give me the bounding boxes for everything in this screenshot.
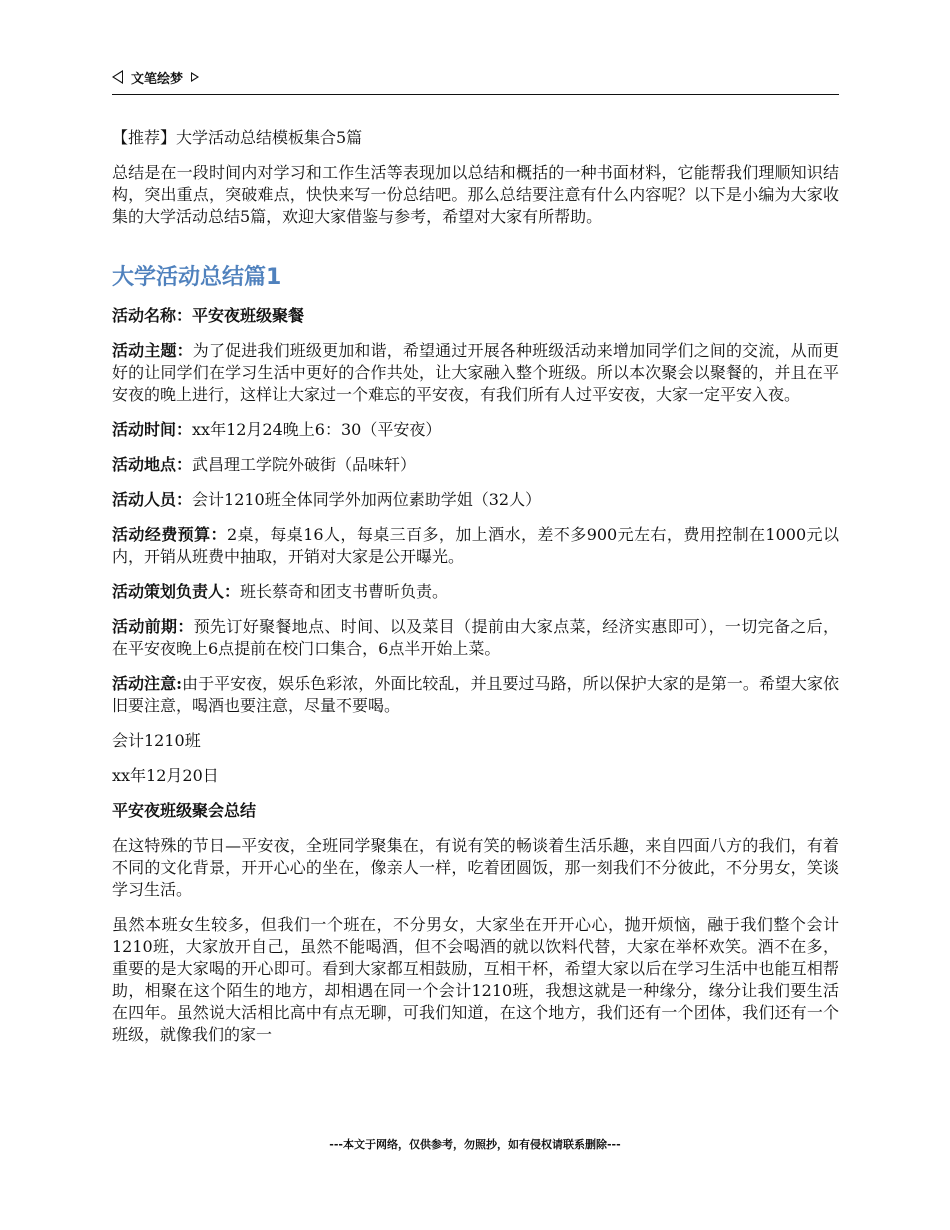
item-label: 活动主题：: [112, 341, 193, 360]
item-text: 会计1210班全体同学外加两位素助学姐（32人）: [192, 490, 542, 509]
header-logo-text: 文笔绘梦: [131, 71, 184, 87]
summary-paragraph: 在这特殊的节日—平安夜，全班同学聚集在，有说有笑的畅谈着生活乐趣，来自四面八方的我们，有着不同的文化背景，开开心心的坐在，像亲人一样，吃着团圆饭，那一刻我们不分彼此，不分男女，笑谈学习生活。: [112, 836, 839, 899]
activity-item: [112, 305, 839, 327]
item-text: 武昌理工学院外破街（品味轩）: [192, 455, 417, 474]
activity-item: [112, 489, 839, 511]
item-text: 2桌，每桌16人，每桌三百多，加上酒水，差不多900元左右，费用控制在1000元以内，开销从班费中抽取，开销对大家是公开曝光。: [112, 525, 839, 566]
item-label: 活动地点：: [112, 455, 193, 474]
item-label: 活动名称：: [112, 306, 193, 325]
activity-item: [112, 419, 839, 441]
activity-item: [112, 454, 839, 476]
item-text: 预先订好聚餐地点、时间、以及菜目（提前由大家点菜，经济实惠即可），一切完备之后，在平安夜晚上6点提前在校门口集合，6点半开始上菜。: [112, 617, 839, 658]
activity-item: [112, 524, 839, 568]
activity-item: [112, 581, 839, 603]
page-header: [112, 60, 839, 95]
activity-item: [112, 673, 839, 717]
signature-class: 会计1210班: [112, 731, 201, 750]
item-label: 活动时间：: [112, 420, 193, 439]
summary-heading: 平安夜班级聚会总结: [112, 801, 257, 820]
item-label: 活动经费预算：: [112, 525, 227, 544]
triangle-left-outline-icon: [112, 70, 123, 84]
triangle-right-outline-icon: [191, 72, 199, 82]
document-page: [112, 60, 839, 1046]
intro-paragraph: 总结是在一段时间内对学习和工作生活等表现加以总结和概括的一种书面材料，它能帮我们理顺知识结构，突出重点，突破难点，快快来写一份总结吧。那么总结要注意有什么内容呢？以下是小编为大家收集的大学活动总结5篇，欢迎大家借鉴与参考，希望对大家有所帮助。: [112, 163, 839, 226]
item-label: 活动人员：: [112, 490, 193, 509]
signature-date: xx年12月20日: [112, 766, 219, 785]
summary-paragraph: 虽然本班女生较多，但我们一个班在，不分男女，大家坐在开开心心，抛开烦恼，融于我们整个会计1210班，大家放开自己，虽然不能喝酒，但不会喝酒的就以饮料代替，大家在举杯欢笑。酒不在多，重要的是大家喝的开心即可。看到大家都互相鼓励，互相干杯，希望大家以后在学习生活中也能互相帮助，相聚在这个陌生的地方，却相遇在同一个会计1210班，我想这就是一种缘分，缘分让我们要生活在四年。虽然说大活相比高中有点无聊，可我们知道，在这个地方，我们还有一个团体，我们还有一个班级，就像我们的家一: [112, 915, 839, 1044]
item-text: 为了促进我们班级更加和谐，希望通过开展各种班级活动来增加同学们之间的交流，从而更好的让同学们在学习生活中更好的合作共处，让大家融入整个班级。所以本次聚会以聚餐的，并且在平安夜的晚上进行，这样让大家过一个难忘的平安夜，有我们所有人过平安夜，大家一定平安入夜。: [112, 341, 839, 404]
item-text: xx年12月24晚上6：30（平安夜）: [192, 420, 442, 439]
activity-item: [112, 340, 839, 406]
page-footer: ---本文于网络，仅供参考，勿照抄，如有侵权请联系删除---: [329, 1138, 621, 1151]
document-title: 【推荐】大学活动总结模板集合5篇: [112, 128, 363, 147]
item-label: 活动前期：: [112, 617, 194, 636]
item-text: 由于平安夜，娱乐色彩浓，外面比较乱，并且要过马路，所以保护大家的是第一。希望大家依旧要注意，喝酒也要注意，尽量不要喝。: [112, 674, 839, 715]
item-label: 活动注意:: [112, 674, 183, 693]
item-label: 活动策划负责人：: [112, 582, 241, 601]
item-text: 平安夜班级聚餐: [192, 306, 305, 325]
activity-item: [112, 616, 839, 660]
section-heading: 大学活动总结篇1: [112, 265, 282, 290]
item-text: 班长蔡奇和团支书曹昕负责。: [240, 582, 449, 601]
